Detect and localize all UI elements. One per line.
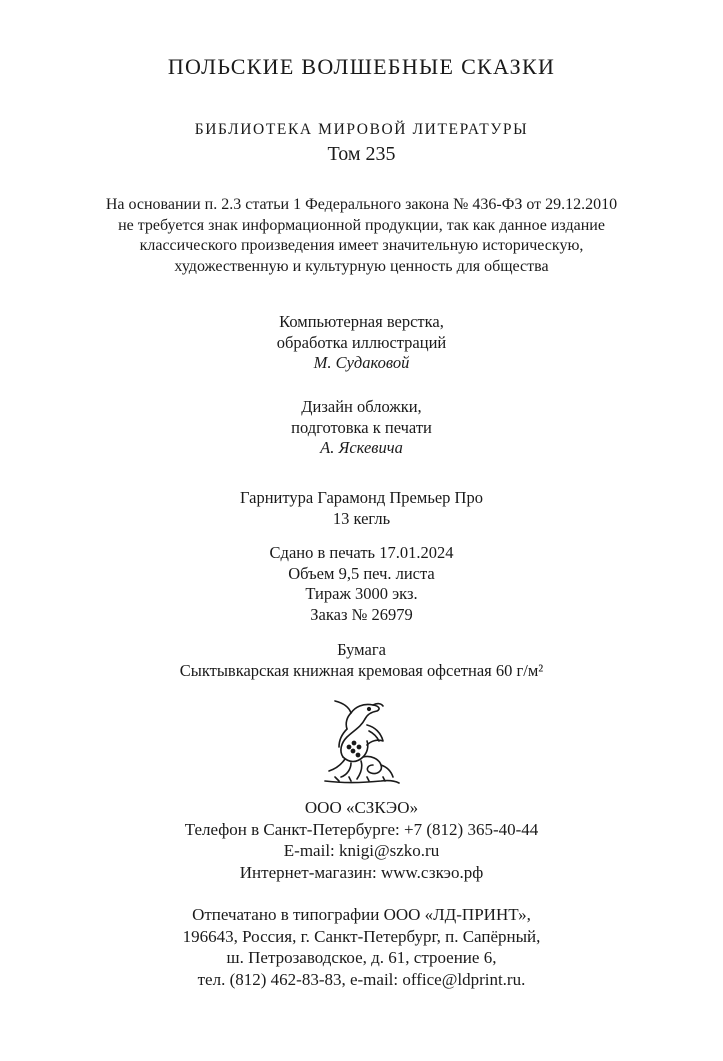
series-volume: Том 235: [327, 143, 396, 165]
print-run: Тираж 3000 экз.: [305, 584, 418, 603]
cover-person: А. Яскевича: [320, 438, 403, 457]
typeface-info: [0, 488, 723, 529]
paper-description: Сыктывкарская книжная кремовая офсетная 60 г/м²: [179, 660, 544, 680]
printer-line: тел. (812) 462-83-83, e-mail: office@ldprint.ru.: [197, 969, 526, 989]
printer-line: ш. Петрозаводское, д. 61, строение 6,: [226, 948, 497, 967]
book-title: ПОЛЬСКИЕ ВОЛШЕБНЫЕ СКАЗКИ: [167, 54, 556, 79]
typeface-name: Гарнитура Гарамонд Премьер Про: [240, 488, 483, 507]
paper-label: Бумага: [337, 640, 386, 659]
print-volume: Объем 9,5 печ. листа: [288, 563, 435, 583]
layout-role: Компьютерная верстка,: [279, 312, 444, 331]
layout-role: обработка иллюстраций: [276, 332, 447, 352]
layout-credit: [0, 312, 723, 374]
publisher-email: E-mail: knigi@szko.ru: [283, 841, 440, 860]
printer-line: Отпечатано в типографии ООО «ЛД-ПРИНТ»,: [192, 905, 531, 924]
publisher-shop: Интернет-магазин: www.сзкэо.рф: [239, 862, 484, 882]
print-order: Заказ № 26979: [310, 604, 413, 624]
publisher-info: [0, 797, 723, 883]
series-name: БИБЛИОТЕКА МИРОВОЙ ЛИТЕРАТУРЫ: [194, 121, 529, 138]
legal-notice: [0, 195, 723, 277]
legal-notice-line: На основании п. 2.3 статьи 1 Федерального закона № 436-ФЗ от 29.12.2010: [105, 196, 618, 213]
print-info: [0, 543, 723, 625]
dragon-emblem-icon: [321, 697, 403, 787]
legal-notice-line: классического произведения имеет значительную историческую,: [139, 237, 584, 254]
publisher-phone: Телефон в Санкт-Петербурге: +7 (812) 365-40-44: [184, 819, 539, 839]
printer-info: [0, 904, 723, 990]
print-sent-date: Сдано в печать 17.01.2024: [269, 543, 454, 562]
cover-role: подготовка к печати: [291, 417, 432, 437]
layout-person: М. Судаковой: [313, 353, 410, 372]
cover-role: Дизайн обложки,: [301, 397, 422, 416]
typeface-size: 13 кегль: [332, 508, 391, 528]
publisher-name: ООО «СЗКЭО»: [304, 798, 419, 817]
cover-credit: [0, 397, 723, 459]
legal-notice-line: художественную и культурную ценность для общества: [174, 257, 549, 275]
printer-line: 196643, Россия, г. Санкт-Петербург, п. Сапёрный,: [182, 926, 541, 946]
legal-notice-line: не требуется знак информационной продукции, так как данное издание: [118, 216, 605, 234]
paper-info: [0, 640, 723, 681]
